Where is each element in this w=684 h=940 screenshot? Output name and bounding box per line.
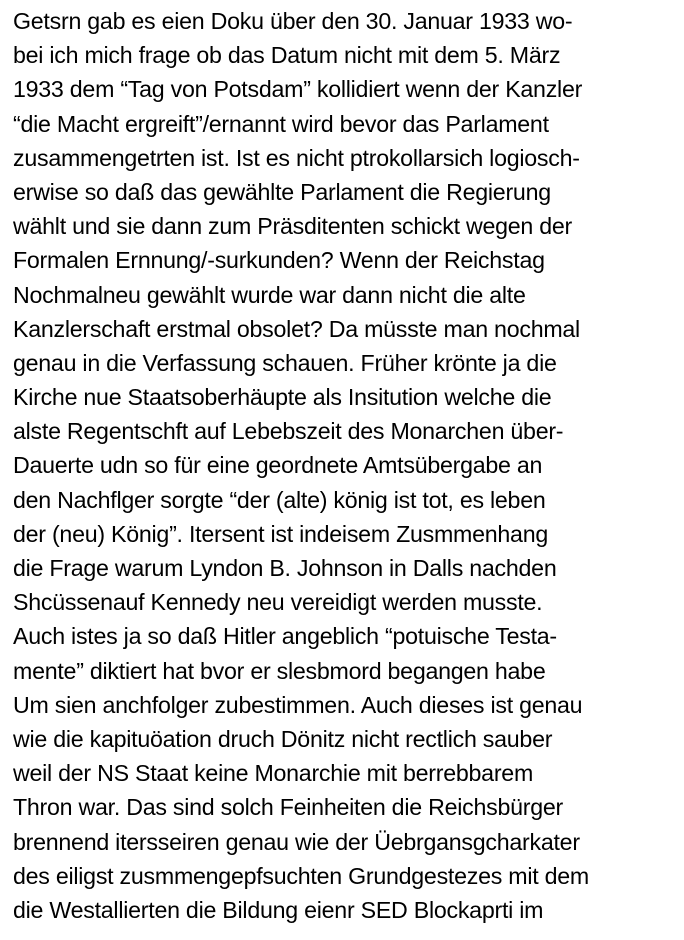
body-text [13,4,681,927]
text-line: mente” diktiert hat bvor er slesbmord begangen habe [13,657,546,684]
text-line: zusammengetrten ist. Ist es nicht ptrokollarsich logiosch- [13,144,580,171]
text-line: die Frage warum Lyndon B. Johnson in Dalls nachden [13,555,557,581]
text-line: Formalen Ernnung/-surkunden? Wenn der Reichstag [13,247,545,274]
text-line: Kirche nue Staatsoberhäupte als Insitution welche die [13,384,552,411]
text-line: Nochmalneu gewählt wurde war dann nicht die alte [13,281,526,308]
text-line: 1933 dem “Tag von Potsdam” kollidiert wenn der Kanzler [13,76,583,103]
text-line: genau in die Verfassung schauen. Früher krönte ja die [13,349,557,376]
text-line: alste Regentschft auf Lebebszeit des Monarchen über- [13,418,564,445]
text-line: Thron war. Das sind solch Feinheiten die Reichsbürger [13,794,563,821]
text-line: wie die kapituöation druch Dönitz nicht rectlich sauber [13,725,553,752]
text-line: Auch istes ja so daß Hitler angeblich “potuische Testa- [13,623,557,650]
text-line: der (neu) König”. Itersent ist indeisem Zusmmenhang [13,520,548,547]
text-line: weil der NS Staat keine Monarchie mit berrebbarem [13,760,534,787]
text-line: wählt und sie dann zum Präsditenten schickt wegen der [13,213,573,240]
text-line: Dauerte udn so für eine geordnete Amtsübergabe an [13,452,543,479]
text-line: bei ich mich frage ob das Datum nicht mit dem 5. März [13,42,561,69]
text-line: Shcüssenauf Kennedy neu vereidigt werden musste. [13,589,543,616]
text-line: des eiligst zusmmengepfsuchten Grundgestezes mit dem [13,862,589,889]
text-line: die Westallierten die Bildung eienr SED Blockaprti im [13,896,544,923]
text-line: Getsrn gab es eien Doku über den 30. Januar 1933 wo- [13,8,573,34]
text-line: Um sien anchfolger zubestimmen. Auch dieses ist genau [13,691,583,718]
text-line: brennend itersseiren genau wie der Üebrgansgcharkater [13,828,580,855]
text-line: den Nachflger sorgte “der (alte) könig ist tot, es leben [13,486,546,513]
text-line: “die Macht ergreift”/ernannt wird bevor das Parlament [13,110,549,137]
text-line: Kanzlerschaft erstmal obsolet? Da müsste man nochmal [13,315,580,342]
text-line: erwise so daß das gewählte Parlament die Regierung [13,178,551,205]
